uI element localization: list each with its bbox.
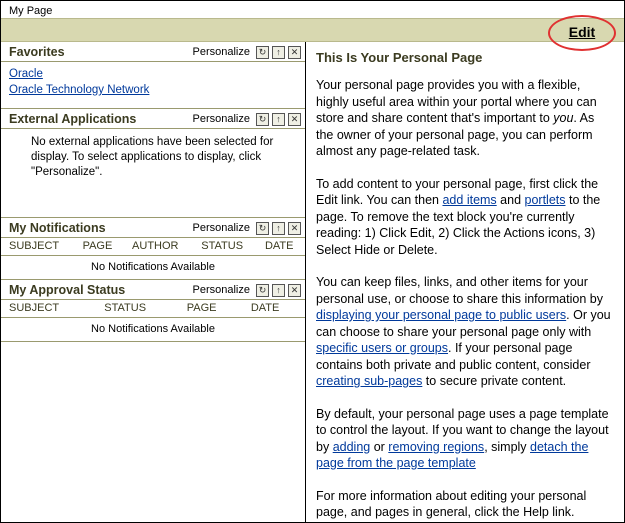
portlet-my-notifications	[1, 218, 305, 280]
empty-message: No external applications have been selected for display. To select applications to display, click "Personalize".	[31, 136, 274, 178]
move-icon[interactable]: ↑	[272, 284, 285, 297]
link-create-subpages[interactable]: creating sub-pages	[316, 374, 423, 388]
page-body	[1, 42, 624, 523]
paragraph-intro	[316, 77, 612, 160]
text-part: To add content to your personal page, first click the Edit link. You can then	[316, 176, 599, 207]
link-adding[interactable]: adding	[332, 439, 371, 454]
text-part: . Or you can choose to share your personal page only with	[316, 308, 611, 339]
move-icon[interactable]: ↑	[272, 222, 285, 235]
empty-row-message: No Notifications Available	[91, 261, 215, 273]
text-part: or	[370, 439, 389, 454]
close-icon[interactable]: ✕	[288, 222, 301, 235]
text-part: and	[496, 193, 525, 207]
favorite-link-otn[interactable]: Oracle Technology Network	[9, 84, 150, 96]
portlet-actions	[256, 46, 301, 59]
refresh-icon[interactable]: ↻	[256, 113, 269, 126]
personalize-link[interactable]: Personalize	[192, 222, 250, 234]
refresh-icon[interactable]: ↻	[256, 46, 269, 59]
edit-link[interactable]: Edit	[568, 24, 596, 40]
column-header-date[interactable]: DATE	[257, 238, 305, 256]
close-icon[interactable]: ✕	[288, 113, 301, 126]
link-detach-template[interactable]: detach the page from the page template	[316, 439, 589, 470]
page-tab-label[interactable]: My Page	[9, 5, 53, 17]
text-part: Your personal page provides you with a flexible, highly useful area within your portal where you can store and share content that's important to	[316, 78, 597, 125]
link-display-public[interactable]: displaying your personal page to public users	[316, 308, 567, 322]
text-part: . If your personal page contains both private and public content, consider	[316, 341, 591, 372]
left-region	[1, 42, 306, 523]
refresh-icon[interactable]: ↻	[256, 284, 269, 297]
portlet-header	[1, 280, 305, 300]
column-header-subject[interactable]: SUBJECT	[1, 238, 75, 256]
portlet-body	[1, 62, 305, 108]
text-part: By default, your personal page uses a page template to control the layout. If you want to change the layout by	[316, 406, 609, 454]
paragraph-add-content	[316, 176, 612, 259]
personalize-link[interactable]: Personalize	[192, 284, 250, 296]
portlet-title: Favorites	[9, 45, 65, 59]
portlet-actions	[256, 284, 301, 297]
column-header-date[interactable]: DATE	[243, 300, 305, 318]
portlet-actions	[256, 222, 301, 235]
close-icon[interactable]: ✕	[288, 284, 301, 297]
table-header-row	[1, 300, 305, 318]
portlet-body	[1, 129, 305, 217]
column-header-page[interactable]: PAGE	[179, 300, 243, 318]
paragraph-help: For more information about editing your personal page, and pages in general, click the Help link.	[316, 488, 587, 519]
portlet-header	[1, 218, 305, 238]
emphasis-you: you	[553, 111, 574, 125]
link-portlets[interactable]: portlets	[524, 193, 566, 207]
text-part: , simply	[484, 439, 531, 454]
page-title: This Is Your Personal Page	[316, 50, 483, 65]
move-icon[interactable]: ↑	[272, 113, 285, 126]
column-header-page[interactable]: PAGE	[75, 238, 124, 256]
column-header-status[interactable]: STATUS	[96, 300, 178, 318]
personalize-link[interactable]: Personalize	[192, 113, 250, 125]
approval-status-table	[1, 300, 305, 341]
portlet-header	[1, 109, 305, 129]
text-part: . As the owner of your personal page, you can perform almost any page-related task.	[316, 111, 595, 158]
edit-callout	[548, 15, 618, 53]
portlet-header	[1, 42, 305, 62]
notifications-table	[1, 238, 305, 279]
portlet-my-approval-status	[1, 280, 305, 342]
portlet-external-applications	[1, 109, 305, 218]
page-tab-bar	[1, 1, 624, 18]
move-icon[interactable]: ↑	[272, 46, 285, 59]
paragraph-sharing	[316, 274, 612, 390]
table-header-row	[1, 238, 305, 256]
portlet-actions	[256, 113, 301, 126]
refresh-icon[interactable]: ↻	[256, 222, 269, 235]
link-add-items[interactable]: add items	[442, 193, 497, 207]
text-part: to the page. To remove the text block you're currently reading: 1) Click Edit, 2) Click the Actions icons, 3) Select Hide or Delete.	[316, 193, 601, 257]
portlet-title: My Approval Status	[9, 283, 126, 297]
text-part: to secure private content.	[422, 374, 567, 388]
link-removing-regions[interactable]: removing regions	[388, 439, 485, 454]
favorite-link-oracle[interactable]: Oracle	[9, 68, 43, 80]
portlet-title: My Notifications	[9, 221, 106, 235]
column-header-author[interactable]: AUTHOR	[124, 238, 193, 256]
link-specific-users[interactable]: specific users or groups	[316, 341, 449, 355]
page-banner	[1, 18, 624, 42]
paragraph-template	[316, 406, 612, 472]
column-header-subject[interactable]: SUBJECT	[1, 300, 96, 318]
table-row	[1, 256, 305, 280]
portlet-title: External Applications	[9, 112, 137, 126]
personalize-link[interactable]: Personalize	[192, 46, 250, 58]
main-content-region	[306, 42, 624, 523]
portlet-favorites	[1, 42, 305, 109]
text-part: You can keep files, links, and other items for your personal use, or choose to share this information by	[316, 275, 603, 306]
close-icon[interactable]: ✕	[288, 46, 301, 59]
empty-row-message: No Notifications Available	[91, 323, 215, 335]
table-row	[1, 318, 305, 342]
column-header-status[interactable]: STATUS	[193, 238, 257, 256]
